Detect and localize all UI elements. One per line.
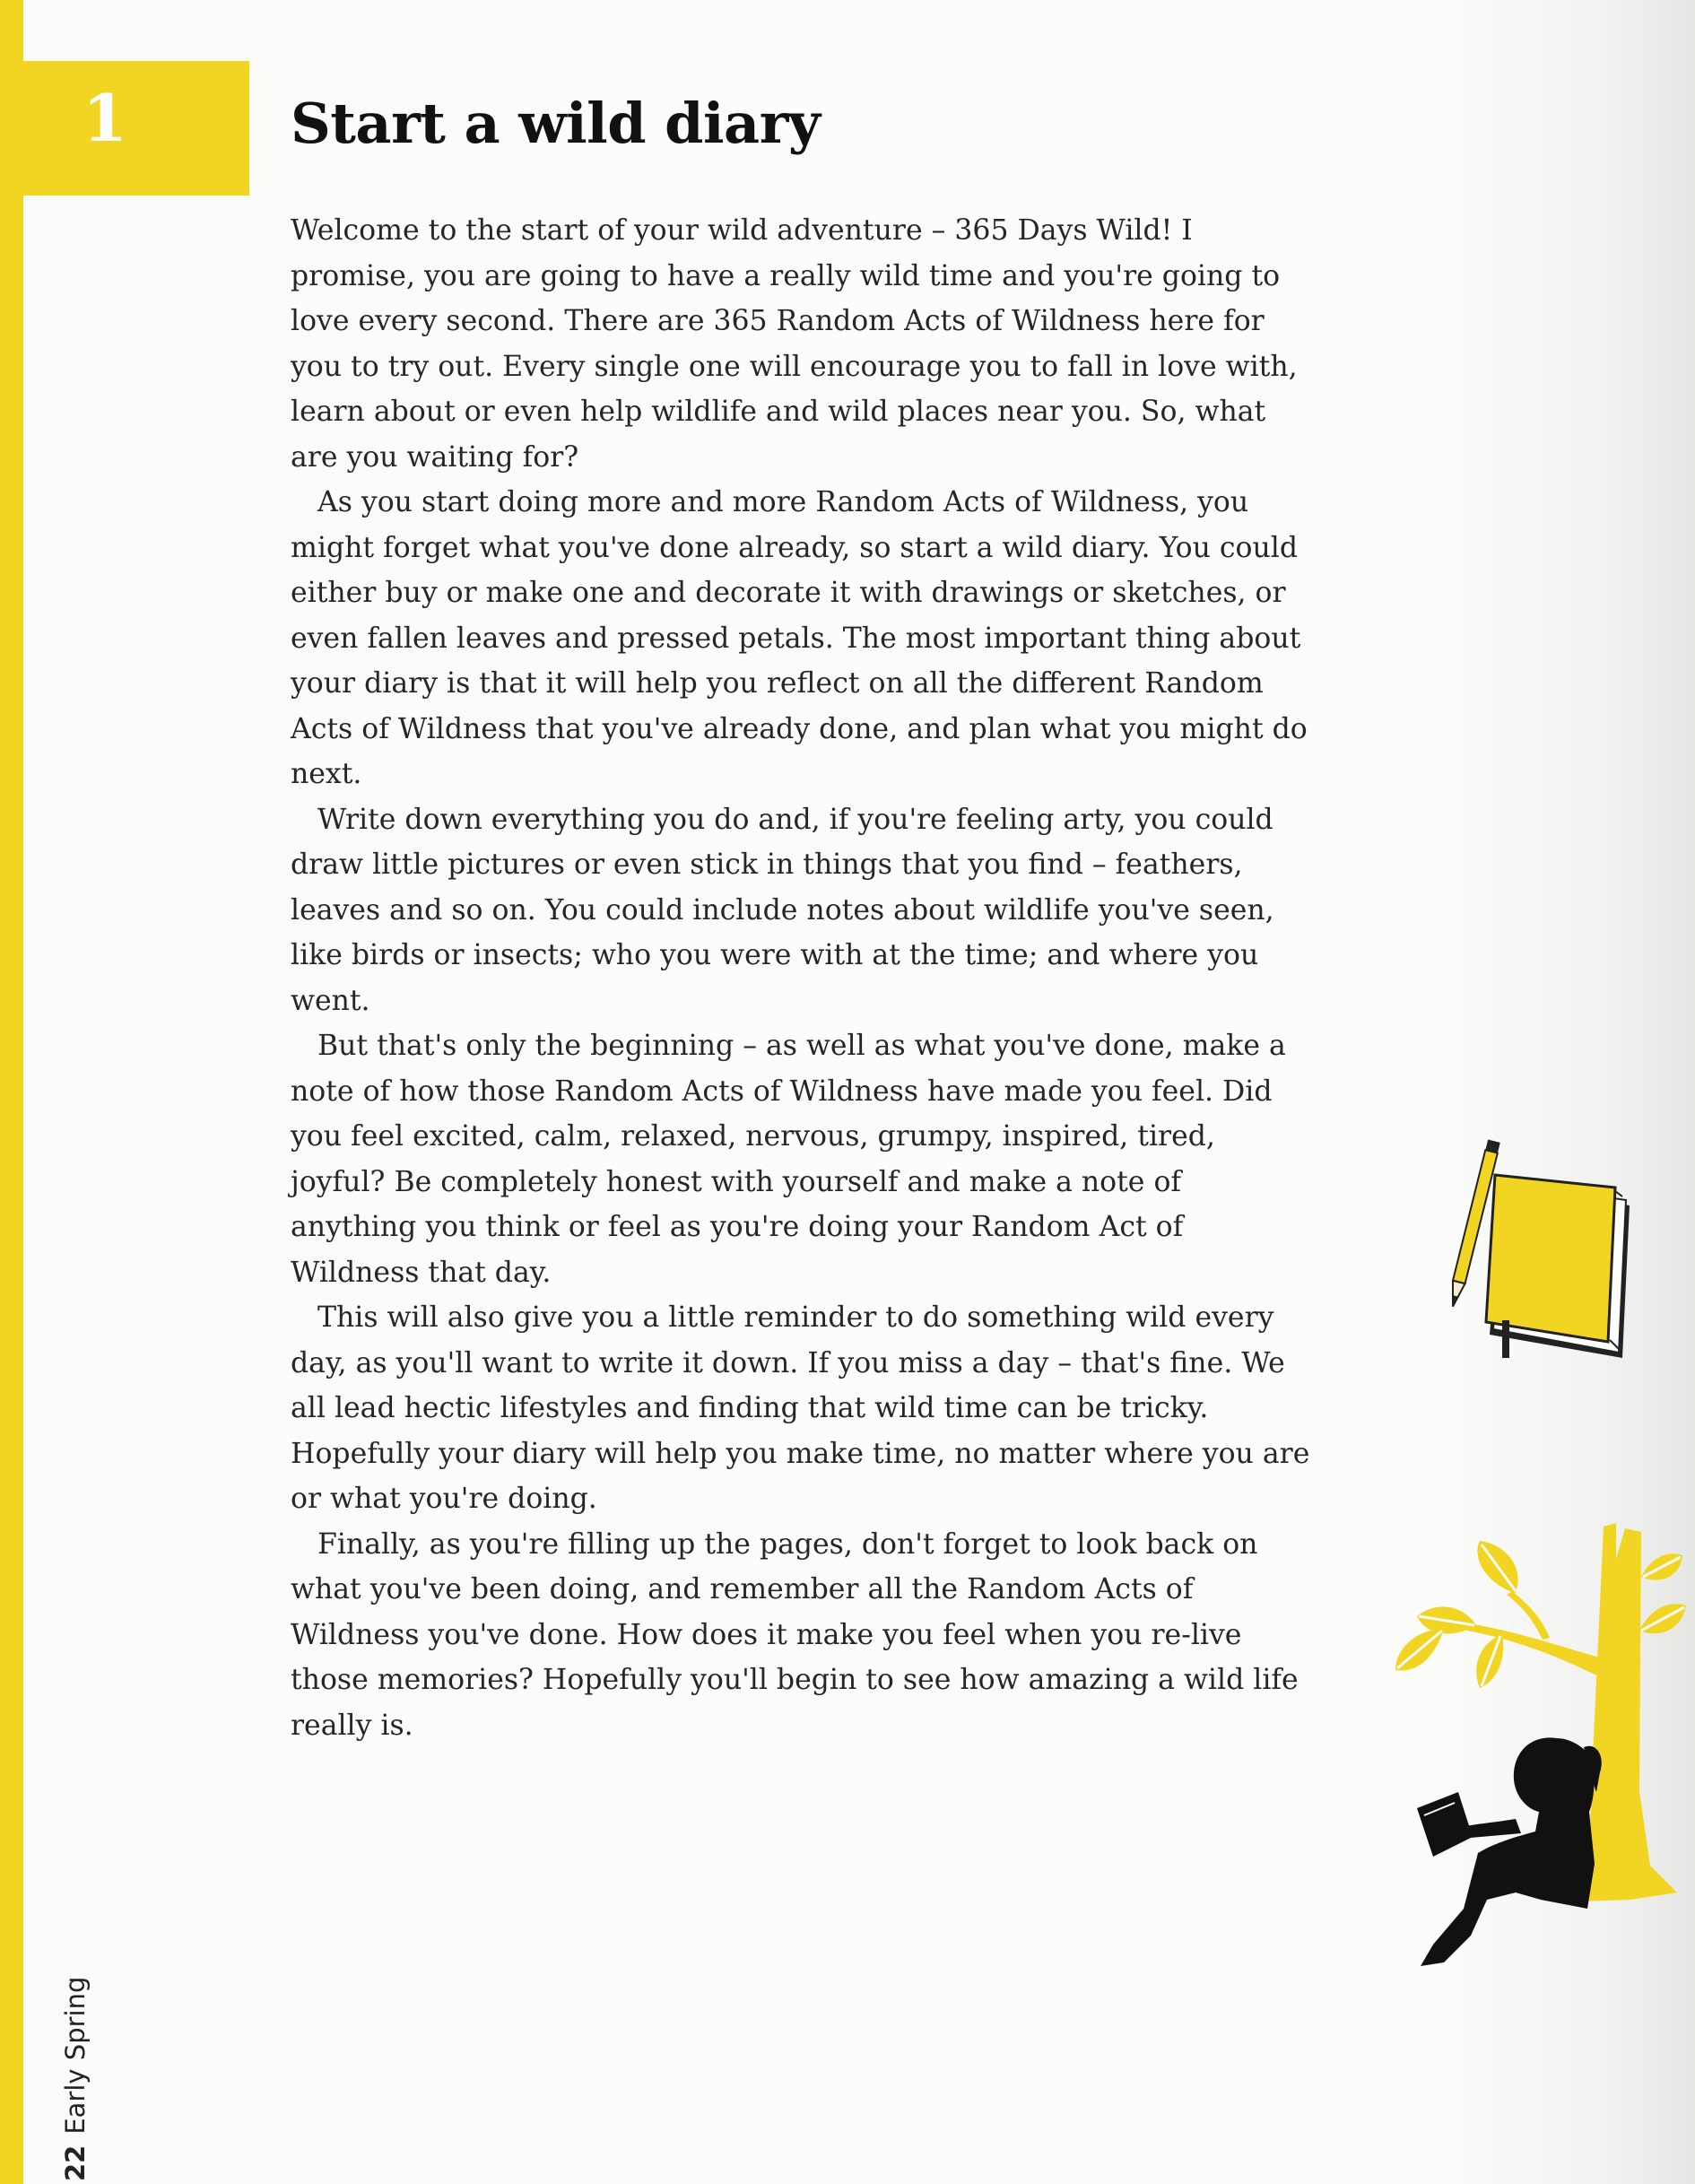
body-text (291, 208, 1313, 1748)
page-footer (57, 1975, 93, 2181)
paragraph: This will also give you a little reminder to do something wild every day, as you'll want to write it down. If you miss a day – that's fine. We all lead hectic lifestyles and finding that wild time can be tricky. Hopefully your diary will help you make time, no matter where you are or what you're doing. (291, 1301, 1310, 1515)
paragraph: Welcome to the start of your wild adventure – 365 Days Wild! I promise, you are going to have a really wild time and you're going to love every second. There are 365 Random Acts of Wildness here for you to try out. Every single one will encourage you to fall in love with, learn about or even help wildlife and wild places near you. So, what are you waiting for? (291, 214, 1298, 474)
page-number: 22 (60, 2145, 91, 2181)
paragraph: Finally, as you're filling up the pages, don't forget to look back on what you've been doing, and remember all the Random Acts of Wildness you've done. How does it make you feel when you re-live those memories? Hopefully you'll begin to see how amazing a wild life really is. (291, 1527, 1299, 1742)
page-title: Start a wild diary (291, 91, 821, 156)
notebook-and-pencil-icon (1430, 1132, 1646, 1365)
section-name: Early Spring (60, 1976, 91, 2135)
yellow-edge-stripe (0, 0, 23, 2184)
activity-number-tab (0, 61, 249, 196)
paragraph: But that's only the beginning – as well as what you've done, make a note of how those Random Acts of Wildness have made you feel. Did you feel excited, calm, relaxed, nervous, grumpy, inspired, tired, joyful? Be completely honest with yourself and make a note of anything you think or feel as you're doing your Random Act of Wildness that day. (291, 1030, 1286, 1289)
paragraph: As you start doing more and more Random Acts of Wildness, you might forget what you've done already, so start a wild diary. You could either buy or make one and decorate it with drawings or sketches, or even fallen leaves and pressed petals. The most important thing about your diary is that it will help you reflect on all the different Random Acts of Wildness that you've already done, and plan what you might do next. (291, 486, 1308, 790)
person-reading-under-tree-icon (1381, 1523, 1695, 1989)
paragraph: Write down everything you do and, if you're feeling arty, you could draw little pictures or even stick in things that you find – feathers, leaves and so on. You could include notes about wildlife you've seen, like birds or insects; who you were with at the time; and where you went. (291, 803, 1274, 1017)
activity-number: 1 (83, 80, 128, 156)
